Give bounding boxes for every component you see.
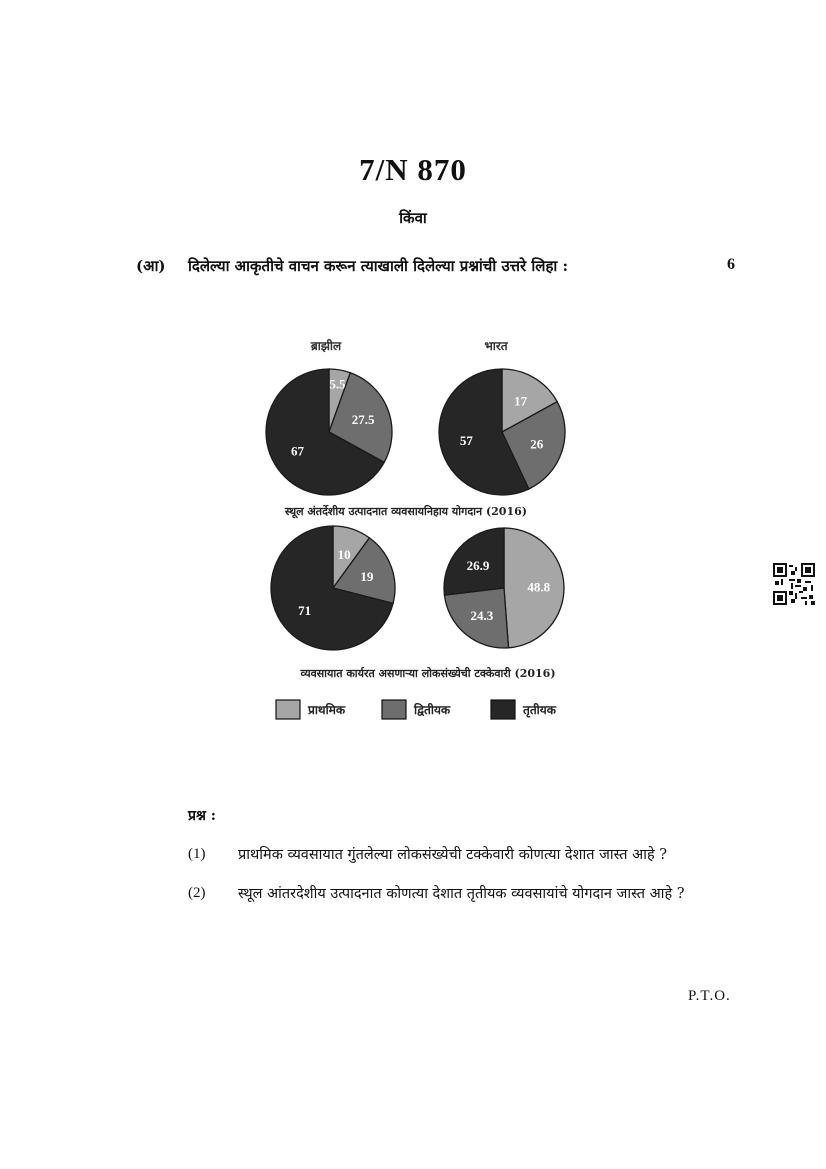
caption-gdp: स्थूल अंतर्देशीय उत्पादनात व्यवसायनिहाय योगदान (2016) xyxy=(285,505,527,518)
pie-2-label-tertiary: 71 xyxy=(298,603,312,619)
pie-brazil-workforce xyxy=(271,526,395,650)
qr-code-icon xyxy=(773,563,815,605)
pie-1-label-primary: 17 xyxy=(514,393,528,409)
legend-swatch-primary xyxy=(276,700,300,719)
pie-3-label-secondary: 24.3 xyxy=(470,607,494,623)
pie-india-gdp xyxy=(439,369,565,495)
question-1-number: (1) xyxy=(188,846,206,862)
pie-2-label-primary: 10 xyxy=(337,546,351,562)
pie-0-label-primary: 5.5 xyxy=(329,376,346,392)
question-2-number: (2) xyxy=(188,885,206,901)
question-label: (आ) xyxy=(136,257,166,275)
legend-swatch-tertiary xyxy=(491,700,515,719)
pie-title-india: भारत xyxy=(484,339,508,353)
legend-label-secondary: द्वितीयक xyxy=(414,703,451,717)
pie-0-label-secondary: 27.5 xyxy=(351,412,375,428)
questions-heading: प्रश्न : xyxy=(188,808,216,824)
pie-1-label-tertiary: 57 xyxy=(459,432,473,448)
legend xyxy=(276,700,557,719)
legend-label-primary: प्राथमिक xyxy=(308,703,346,717)
pie-brazil-gdp xyxy=(266,369,392,495)
pie-title-brazil: ब्राझील xyxy=(310,339,342,353)
pie-india-workforce xyxy=(444,528,564,648)
question-marks: 6 xyxy=(727,256,735,273)
pie-3-label-tertiary: 26.9 xyxy=(466,557,490,573)
pie-charts-figure xyxy=(0,330,826,730)
page-turn-note: P.T.O. xyxy=(688,988,731,1004)
pie-3-label-primary: 48.8 xyxy=(527,579,551,595)
question-2-text: स्थूल आंतरदेशीय उत्पादनात कोणत्या देशात तृतीयक व्यवसायांचे योगदान जास्त आहे ? xyxy=(238,886,685,902)
paper-code: 7/N 870 xyxy=(359,152,467,187)
or-separator: किंवा xyxy=(399,209,427,227)
legend-label-tertiary: तृतीयक xyxy=(523,703,556,717)
pie-1-label-secondary: 26 xyxy=(530,436,544,452)
caption-workforce: व्यवसायात कार्यरत असणाऱ्या लोकसंख्येची टक्केवारी (2016) xyxy=(300,667,556,680)
legend-swatch-secondary xyxy=(382,700,406,719)
pie-0-label-tertiary: 67 xyxy=(291,443,305,459)
question-1-text: प्राथमिक व्यवसायात गुंतलेल्या लोकसंख्येची टक्केवारी कोणत्या देशात जास्त आहे ? xyxy=(238,847,668,863)
pie-2-label-secondary: 19 xyxy=(360,568,374,584)
question-instruction: दिलेल्या आकृतीचे वाचन करून त्याखाली दिलेल्या प्रश्नांची उत्तरे लिहा : xyxy=(188,257,569,275)
